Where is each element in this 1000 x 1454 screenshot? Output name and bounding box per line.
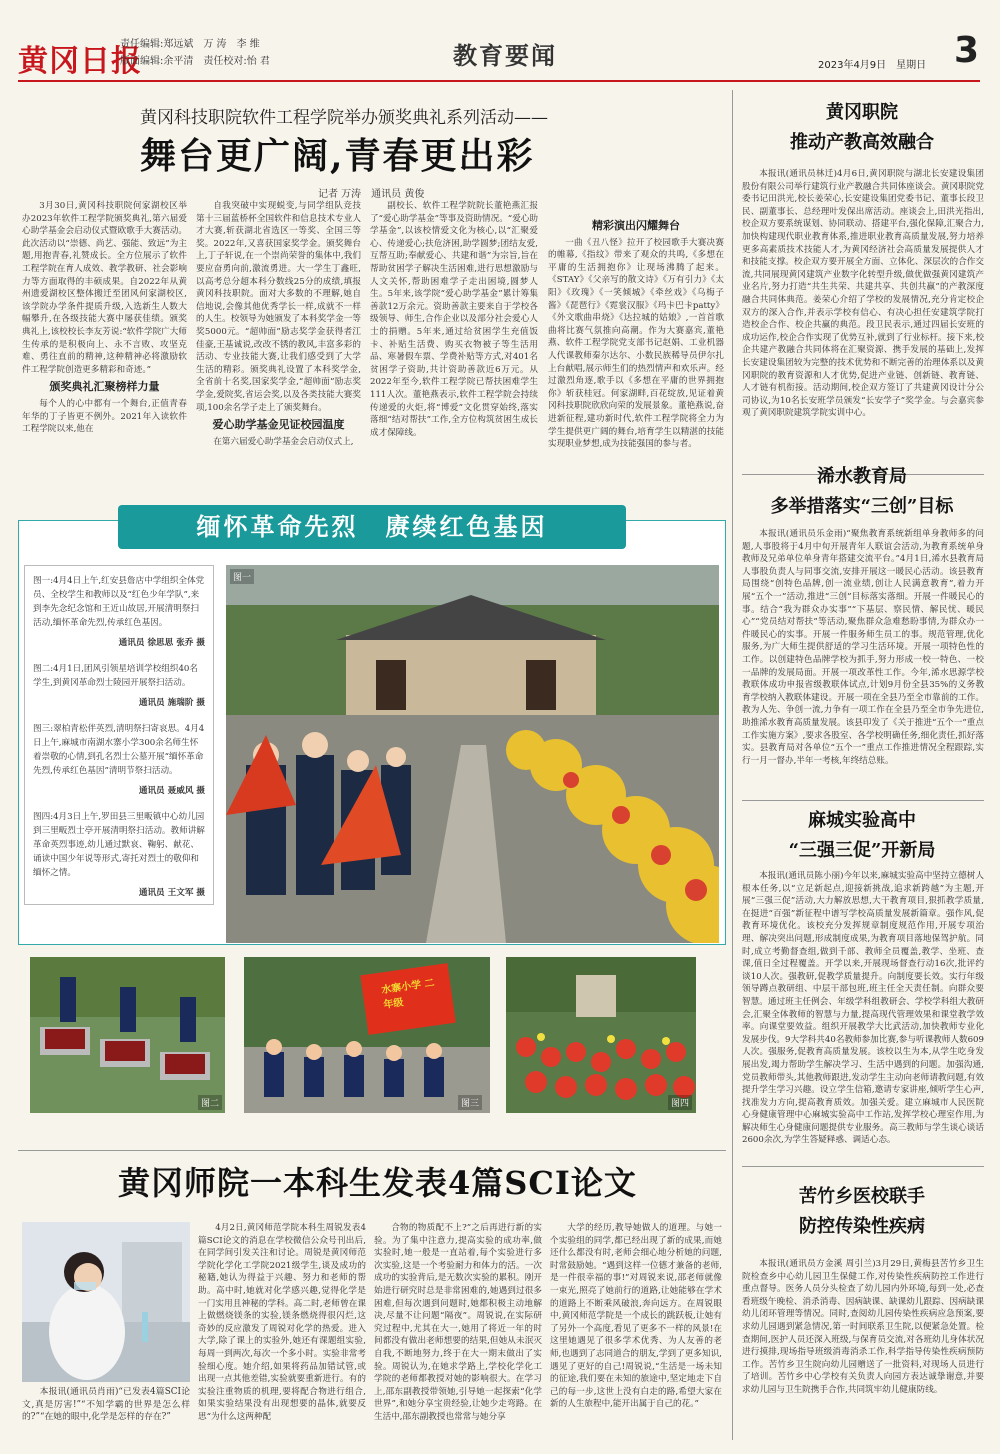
photo-4-scene [506,957,696,1113]
right-story-2-title-line1: 浠水教育局 [817,466,907,487]
caption-4: 图四:4月3日上午,罗田县三里畈镇中心幼儿园到三里畈烈士亭开展清明祭扫活动。教师讲解革命英烈事迹,幼儿通过默哀、鞠躬、献花、诵读中国少年说等形式,寄托对烈士的敬仰和缅怀之情。 [33,812,205,878]
lead-col1-text: 3月30日,黄冈科技职院何家湖校区举办2023年软件工程学院颁奖典礼,第六届爱心助学基金会启动仪式暨欧歌手大赛活动。此次活动以“崇德、尚艺、强能、致远”为主题,用抱青春,礼赞成长。全方位展示了软件工程学院在育人成效、教学教研、社会影响力等方面取得的丰硕成果。自2022年从黄州遗爱湖校区整体搬迁至团风何家湖校区,该学院办学条件提质升级,入选新生人数大幅攀升,在各级技能大赛中屡获佳绩。颁奖典礼上,该校校长李友芳说:“软件学院广大师生传承的是积极向上、永不言败、攻坚克难、勇往直前的精神,这种精神必将激励软件工程学院创造更多精彩和奇迹。” [22,201,187,375]
right-divider-3 [742,1166,984,1167]
feature-banner: 缅怀革命先烈 赓续红色基因 [118,505,626,549]
sci-col2-text: 合物的物质配不上?”之后再进行新的实验。为了集中注意力,提高实验的成功率,做实验时,她一般是一直站着,每个实验进行多次实验,这是一个考验耐力和体力的活。一次成功的实验背后,是无数次实验的累积。刚开始进行研究时总是非常困难的,她遇到过很多困难,但每次遇到问题时,她都积极主动地解决,尽量不让问题“隔夜”。周锐说,在实际研究过程中,尤其在大一,她用了将近一年的时间都没有做出老师想要的结果,但她从未泯灭自我,不断地努力,终于在大一期末做出了实验。周锐认为,在她求学路上,学校化学化工学院的老师都教授对她的影响很大。在学习上,邵东副教授带领她,引导她一起探索“化学世界”,和她分享宝贵经验,让她少走弯路。在生活中,邵东副教授也常常与她分享 [374,1223,542,1422]
photo-2-scene [30,957,225,1113]
sci-lede-text: 本报讯(通讯员肖雨)“已发表4篇SCI论文,真是厉害!”“不知学霸的世界是怎么样的?”“在她的眼中,化学是怎样的存在?” [22,1387,190,1423]
right-story-2-body [742,528,984,793]
photo-1-scene [226,565,719,943]
caption-1: 图一:4月4日上午,红安县詹店中学组织全体党员、全校学生和教师以及“红色少年学队”,来到李先念纪念馆和王近山故居,开展清明祭扫活动,缅怀革命先烈,传承红色基因。 [33,576,205,628]
photo-1-label: 图一 [230,569,254,584]
photo-3 [244,957,490,1113]
lead-subhead-2: 爱心助学基金见证校园温度 [212,418,345,432]
lead-kicker: 黄冈科技职院软件工程学院举办颁奖典礼系列活动—— [140,108,548,128]
right-story-3-title-line1: 麻城实验高中 [808,810,916,831]
sci-column-1 [198,1222,366,1444]
photo-1 [226,565,719,943]
credit-2: 通讯员 施瑞阶 摄 [138,698,205,708]
right-story-1-title [742,98,982,158]
right-story-4-title-line1: 苦竹乡医校联手 [799,1186,925,1207]
photo-4-label: 图四 [668,1095,692,1110]
lead-headline: 舞台更广阔,青春更出彩 [140,135,535,177]
right-story-2-title [742,462,982,522]
lead-subhead-1: 颁奖典礼汇聚榜样力量 [49,380,160,394]
right-story-3-title-line2: “三强三促”开新局 [788,840,936,861]
right-story-2-title-line2: 多举措落实“三创”目标 [770,496,954,517]
photo-3-flag-text: 水寨小学 二年级 [380,977,436,1012]
lead-col3-text: 副校长、软件工程学院院长董艳燕汇报了“爱心助学基金”等事及资助情况。“爱心助学基金”,以该校情爱文化为核心,以“汇聚爱心、传递爱心;扶危济困,助学圆梦;团结友爱,互帮互助;奉献爱心、共建和谐”为宗旨,旨在帮助贫困学子解决生活困难,进行思想激励与人文关怀,帮助困难学子走出困境,圆梦人生。5年来,该学院“爱心助学基金”累计筹集善款12万余元。资助善款主要来自于学校各级领导、师生,合作企业以及部分社会爱心人士的捐赠。5年来,通过给贫困学生充值饭卡、补贴生活费、购买衣物被子等生活用品、寒暑假车票、学费补贴等方式,对401名贫困学子资助,共计资助善款近6万元。从2022年至今,软件工程学院已帮扶困难学生111人次。董艳燕表示,软件工程学院会持续传递爱的火炬,将“博爱”文化贯穿始终,落实落细“结对帮扶”工作,全方位构筑贫困生成长成才保障线。 [370,201,538,438]
sci-photo-caption [22,1386,190,1442]
caption-3: 图三:翠柏青松伴英烈,清明祭扫寄哀思。4月4日上午,麻城市南湖水寨小学300余名师生怀着崇敬的心情,到孔名烈士公墓开展“缅怀革命先烈,传承红色基因”清明节祭扫活动。 [33,724,205,776]
lead-column-2 [196,200,361,475]
lead-col4-text: 一曲《丑八怪》拉开了校园歌手大赛决赛的帷幕,《指纹》带来了观众的共鸣,《多想在平庸的生活拥抱你》让现场沸腾了起来。《STAY》《父亲写的散文诗》《万有引力》《太阳》《玫瑰》《一笑倾城》《牵丝戏》《乌梅子酱》《琵琶行》《霓裳汉服》《玛卡巴卡patty》《外文歌曲串烧》《达拉城的姑娘》,一首首歌曲将比赛气氛推向高潮。作为大赛嘉宾,董艳燕、软件工程学院党支部书记赵娟、工业机器人代课教师秦尔达尔、小数民族稀导员伊尔扎上台献唱,展示师生们的热烈情声和欢乐声。经过激烈角逐,歌手以《多想在平庸的世界拥抱你》斩获桂冠。何家湖畔,百花绽放,见证着黄冈科技职院欣欣向荣的发展景象。董艳燕说,奋进新征程,建功新时代,软件工程学院将全力为学生提供更广阔的舞台,培育学生以精湛的技能实现职业梦想,成为技能强国的参与者。 [548,237,724,450]
sci-headline: 黄冈师院一本科生发表4篇SCI论文 [118,1164,637,1202]
lead-byline: 记者 万涛 通讯员 黄俊 [318,189,425,200]
lead-column-4 [548,200,724,475]
lead-col2-text: 自我突破中实现蜕变,与同学组队竞技第十三届蓝桥杯全国软件和信息技术专业人才大赛,斩获湖北省选区一等奖、全国三等奖。2022年,又喜获国家奖学金。颁奖舞台上,丁子轩说,在一个崇尚荣誉的集体中,我们要应奋勇向前,激流勇进。大一学生丁鑫旺,以高考总分超本科分数线25分的成绩,填报黄冈科技职院。面对大多数的不理解,她自信地说,会像其他优秀学长一样,成就不一样的人生。校领导为她颁发了本科奖学金一等奖5000元。“超帅面”励志奖学金获得者江佳豪,王基诚说,改改不锈的教风,丰富多彩的活动、专业技能大赛,让我们感受到了大学生活的精彩。颁奖典礼设置了本科奖学金,全省前十名奖,国家奖学金,“超帅面”励志奖学金,爱院奖,省运会奖,以及各类技能大赛奖项,100余名学子走上了颁奖舞台。 [196,201,361,413]
masthead [18,30,980,82]
page-number: 3 [954,30,980,71]
lead-col2b-text: 在第六届爱心助学基金会启动仪式上, [213,436,354,447]
right-story-4-text: 本报讯(通讯员方金溪 周引兰)3月29日,黄梅县苦竹乡卫生院检查乡中心幼儿园卫生保健工作,对传染性疾病防控工作进行重点督导。医务人员分头检查了幼儿园内外环境,每到一处,必查看班级午晚检、消杀消毒、因病缺课、缺课幼儿跟踪、因病缺课幼儿闭环管理等情况。同时,查阅幼儿园传染性疾病应急预案,要求幼儿园遇到紧急情况,第一时间联系卫生院,以便紧急处置。检查期间,医护人员还深入班级,与保育员交流,对各班幼儿身体状况进行摸排,现场指导班级消毒消杀工作,科学指导传染性疾病预防工作。苦竹乡卫生院向幼儿园赠送了一批资料,对现场人员进行了培训。苦竹乡中心学校有关负责人向园方表达诚挚谢意,并要求幼儿园与卫生院携手合作,共同筑牢幼儿健康防线。 [742,1259,984,1395]
photo-3-label: 图三 [458,1095,482,1110]
right-story-3-text: 本报讯(通讯员陈小丽)今年以来,麻城实验高中坚持立德树人根本任务,以“立足新起点,迎接新挑战,追求新跨越”为主题,开展“三强三促”活动,大力解放思想,大干教育项目,狠抓教学质量,在挺进“百强”新征程中谱写学校高质量发展新篇章。强作风,促教育环境优化。该校充分发挥规章制度规范作用,开展专项治理、解决突出问题,形成制度成果,为教育项目落地保驾护航。同时,成立考勤督查组,做到千部、教师全员覆盖,教学、坐班、查课,值日全过程覆盖。开学以来,开展现场督查行动16次,批评约谈10人次。强教研,促教学质量提升。向制度要长效。实行年级领导蹲点教研组、中层干部包班,班主任全天责任制。向群众要智慧。通过班主任例会、年级学科组教研会、学校学科组大教研会,汇聚全体教师的智慧与力量,提高现代管理效果和课堂教学效率。向课堂要效益。组织开展教学大比武活动,加快教师专业化发展步伐。9大学科共40名教师参加比赛,参与听课教师人数609人次。强服务,促教育高质量发展。该校以生为本,从学生吃身发展出发,竭力帮助学生解决学习、生活中遇到的问题。加强沟通,党员教师带头,其他教师跟进,发动学生主动向老师请教问题,有效提升学生学习兴趣。设立学生信箱,邀请专家讲座,倾听学生心声,找准发力方向,提高教育质效。加强关爱。建立麻城市人民医院心身健康管理中心麻城实验高中工作站,发挥学校心理室作用,为解决师生心身健康问题提供专业服务。高三教师与学生谈心谈话2600余次,为学生答疑释惑、调适心态。 [742,871,984,1146]
editors-line-2: 版面编辑:余平清 责任校对:怡 君 [120,56,270,67]
lead-subhead-3: 精彩演出闪耀舞台 [592,219,680,232]
right-story-4-title [742,1182,982,1242]
caption-2: 图二:4月1日,团风引领星培训学校组织40名学生,到黄冈革命烈士陵园开展祭扫活动。 [33,664,198,688]
lead-column-3 [370,200,538,475]
credit-1: 通讯员 徐思思 张乔 摄 [118,638,205,648]
photo-3-scene [244,957,490,1113]
right-story-4-body [742,1258,984,1443]
right-column-divider [732,90,733,1440]
sci-col1-text: 4月2日,黄冈师范学院本科生周锐发表4篇SCI论文的消息在学校微信公众号刊出后,在同学间引发关注和讨论。周锐是黄冈师范学院化学化工学院2021级学生,谈及成功的秘籍,她认为得益于兴趣、努力和老师的帮助。高中时,她就对化学感兴趣,觉得化学是一门实用且神秘的学科。高二时,老师曾在课上做燃烧镁条的实验,镁条燃烧得很闪烂,这奇妙的反应激发了周锐对化学的热爱。进入大学,除了课上的实验外,她还有课题组实验,每周一到两次,每次一个多小时。实验非常考验细心度。她介绍,如果将药品加错试管,或出现一点其他差错,实验就要重新进行。有的实验注重物质的机理,要将配合物进行组合,如果实验结果没有出现想要的晶体,就要反思“为什么这两种配 [198,1223,366,1422]
sci-photo-scene [22,1222,190,1382]
sci-photo [22,1222,190,1382]
right-story-4-title-line2: 防控传染性疾病 [799,1216,925,1237]
sci-col3-text: 大学的经历,教导她做人的道理。与她一个实验组的同学,都已经出现了新的成果,而她还什么都没有时,老师会细心地分析她的问题,时常鼓励她。“遇到这样一位德才兼备的老师,是一件很幸福的事!”对周锐来说,邵老师就像一束光,照亮了她前行的道路,让她能够在学术的道路上不断乘风破浪,奔向远方。在周锐眼中,黄冈师范学院是一个成长的跳跃板,让她有了另外一个高度,看见了更多不一样的风景!在这里她遇见了很多学术优秀、为人友善的老师,也遇到了志同道合的朋友,学到了更多知识,遇见了更好的自己!周锐说,“生活是一场未知的征途,我们要在未知的旅途中,坚定地走下自己的每一步,这世上没有白走的路,希望大家在新的人生旅程中,能开出属于自己的花。” [550,1223,722,1410]
right-story-3-title [742,806,982,866]
section-title: 教育要闻 [453,41,557,70]
sci-column-3 [550,1222,722,1444]
photo-4 [506,957,696,1113]
photo-captions-box [24,565,214,905]
lead-column-1 [22,200,187,475]
lead-col1b-text: 每个人的心中都有一个舞台,正值青春年华的丁子皆更不例外。2021年入读软件工程学院以来,他在 [22,398,187,435]
right-divider-2 [742,800,984,801]
right-story-1-title-line2: 推动产教高效融合 [790,132,934,153]
credit-3: 通讯员 聂威风 摄 [138,786,205,796]
photo-2 [30,957,225,1113]
right-story-3-body [742,870,984,1160]
right-story-1-text: 本报讯(通讯员林迁)4月6日,黄冈职院与湖北长安建设集团股份有限公司举行建筑行业产教融合共同体座谈会。黄冈职院党委书记田洪光,校长姜荣心,长安建设集团党委书记、董事长段卫民、副董事长、总经理叶发保出席活动。座谈会上,田洪光指出,校企双方要系统谋划、协同联动、搭建平台,强化保障,汇聚合力,加快构建现代职业教育体系,推进职业教育高质量发展,努力培养更多高素质技术技能人才,为黄冈经济社会高质量发展提供人才和技能支撑。校企双方要开展全方面、立体化、深层次的合作交流,共同展现黄冈建筑产业数字化转型升级,做优做强黄冈建筑产业名片,努力打造“共生共荣、共建共享、共创共赢”的产教深度融合共同体典范。姜荣心介绍了学校的发展情况,充分肯定校企双方的深入合作,并表示学校有信心、有决心担任安建筑学院打造校企合作、校企共赢的典范。段卫民表示,通过四届长安班的成功运作,校企合作实现了优势互补,就到了行业标杆。接下来,校企共建产教融合共同体将在汇聚资源、携手发展的基础上,发挥长安建设集团较为完整的技术优势和不断完善的治理体系以及黄冈职院的教育资源和人才优势,促进产业链、创新链、教育链、人才链有机衔接。活动期间,校企双方签订了共建黄冈设计分公司协议,为10名长安班学员颁发“长安学子”奖学金。与会嘉宾参观了黄冈职院建筑学院实训中心。 [742,169,984,419]
right-story-2-text: 本报讯(通讯员乐金雨)“聚焦教育系统新组单身教师多的问题,人事股将于4月中旬开展青年人联谊会活动,为教育系统单身教师及兄弟单位单身青年搭建交流平台。”4月1日,浠水县教育局人事股负责人与同事交流,安排开展这一暖民心活动。该县教育局围绕“创特色品牌,创一流业绩,创让人民满意教育”,着力开展“五个一”活动,推进“三创”目标落实落细。开展一件暖民心的事。结合“我为群众办实事”“下基层、察民情、解民忧、暖民心”“党员结对帮扶”等活动,聚焦群众急难愁盼事情,为群众办一件暖民心的实事。开展一件服务师生员工的事。规范管理,优化服务,为广大师生提供舒适的学习生活环境。开展一项特色性的工作。以创建特色品牌学校为抓手,努力形成一校一特色、一校一品牌的发展局面。开展一项改革性工作。今年,浠水思源学校教联体成功申报省级教联体试点,计划9月份全县35%的义务教育学校纳入教联体建设。开展一项在全县乃至全市靠前的工作。教为人先、争创一流,力争有一项工作在全县乃至全市争先进位,助推浠水教育高质量发展。该县印发了《关于推进“五个一”重点工作实施方案》,要求各股室、各学校明确任务,细化责任,抓好落实。县教育局对各单位“五个一”重点工作推进情况全程跟踪,实行一月一督办,半年一考核,年终结总账。 [742,529,984,766]
credit-4: 通讯员 王文军 摄 [138,888,205,898]
newspaper-logo: 黄冈日报 [18,44,142,79]
right-story-1-title-line1: 黄冈职院 [826,102,898,123]
photo-2-label: 图二 [198,1095,222,1110]
editors-line-1: 责任编辑:郑远斌 万 涛 李 维 [120,39,260,50]
editors-credits [120,36,270,70]
right-story-1-body [742,168,984,468]
issue-date: 2023年4月9日 星期日 [818,60,927,71]
sci-column-2 [374,1222,542,1444]
sci-divider [18,1150,726,1151]
